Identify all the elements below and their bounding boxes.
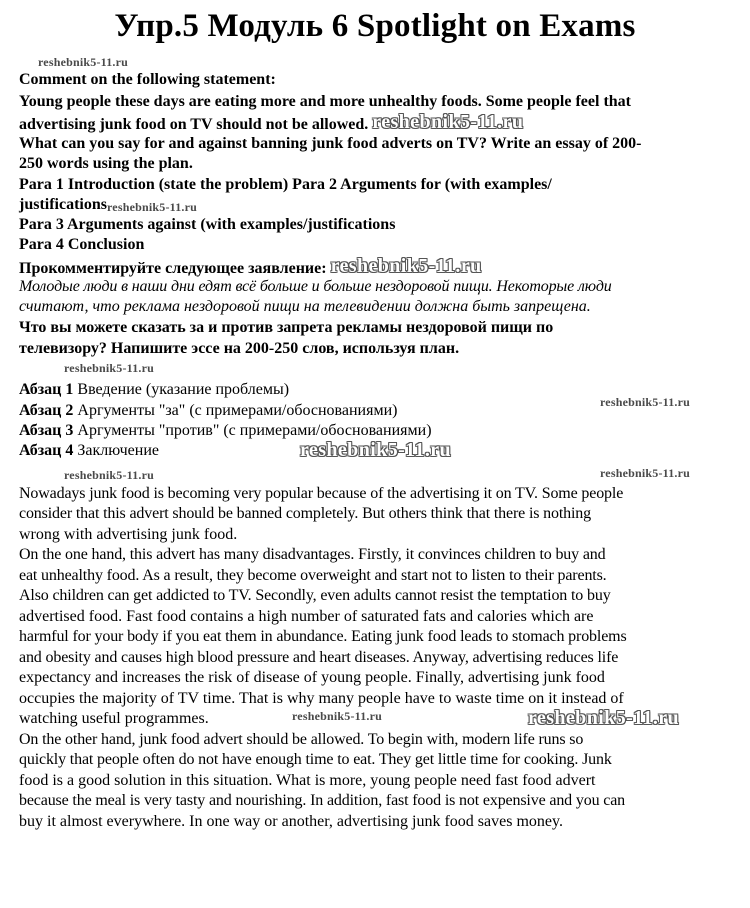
watermark: reshebnik5-11.ru bbox=[64, 361, 154, 375]
plan-en-line: Para 1 Introduction (state the problem) Para 2 Arguments for (with examples/ bbox=[19, 176, 552, 193]
watermark: reshebnik5-11.ru bbox=[300, 439, 452, 461]
essay-line: On the other hand, junk food advert should be allowed. To begin with, modern life runs so bbox=[19, 731, 584, 748]
plan-ru-label: Абзац 2 bbox=[19, 402, 74, 419]
essay-line: occupies the majority of TV time. That is why many people have to waste time on it instead of bbox=[19, 690, 624, 707]
plan-en-line bbox=[19, 195, 734, 215]
task-en-text: advertising junk food on TV should not be allowed. bbox=[19, 116, 369, 133]
watermark: reshebnik5-11.ru bbox=[107, 200, 197, 214]
plan-ru-text: Введение (указание проблемы) bbox=[73, 381, 290, 398]
essay-line: quickly that people often do not have enough time to eat. They get little time for cooking. Junk bbox=[19, 751, 612, 768]
page-title: Упр.5 Модуль 6 Spotlight on Exams bbox=[114, 8, 636, 44]
essay-line: eat unhealthy food. As a result, they become overweight and start not to listen to their parents. bbox=[19, 567, 607, 584]
watermark: reshebnik5-11.ru bbox=[330, 255, 482, 277]
plan-en-text: justifications bbox=[19, 196, 107, 213]
plan-ru-item bbox=[19, 401, 734, 421]
task-ru-text: Прокомментируйте следующее заявление: bbox=[19, 260, 327, 277]
essay-line: Nowadays junk food is becoming very popular because of the advertising it on TV. Some people bbox=[19, 485, 624, 502]
plan-ru-text: Заключение bbox=[73, 442, 159, 459]
essay-line: buy it almost everywhere. In one way or another, advertising junk food saves money. bbox=[19, 813, 563, 830]
watermark: reshebnik5-11.ru bbox=[600, 466, 690, 480]
watermark: reshebnik5-11.ru bbox=[292, 709, 382, 723]
task-ru-line: считают, что реклама нездоровой пищи на телевидении должна быть запрещена. bbox=[19, 298, 591, 315]
essay-line: Also children can get addicted to TV. Secondly, even adults cannot resist the temptation to buy bbox=[19, 587, 611, 604]
task-ru-line: Что вы можете сказать за и против запрета рекламы нездоровой пищи по bbox=[19, 319, 554, 336]
plan-ru-text: Аргументы "против" (с примерами/обоснованиями) bbox=[73, 422, 432, 439]
essay-line: watching useful programmes. bbox=[19, 710, 209, 727]
watermark: reshebnik5-11.ru bbox=[528, 707, 680, 729]
plan-ru-label: Абзац 3 bbox=[19, 422, 74, 439]
plan-ru-label: Абзац 1 bbox=[19, 381, 74, 398]
essay-line: On the one hand, this advert has many disadvantages. Firstly, it convinces children to buy and bbox=[19, 546, 606, 563]
task-ru-line: Молодые люди в наши дни едят всё больше и больше нездоровой пищи. Некоторые люди bbox=[19, 278, 612, 295]
task-en-line: What can you say for and against banning junk food adverts on TV? Write an essay of 200- bbox=[19, 135, 642, 152]
essay-line: wrong with advertising junk food. bbox=[19, 526, 238, 543]
watermark: reshebnik5-11.ru bbox=[38, 55, 128, 69]
watermark: reshebnik5-11.ru bbox=[372, 111, 524, 133]
task-ru-line: телевизору? Напишите эссе на 200-250 слов, используя план. bbox=[19, 340, 460, 357]
watermark: reshebnik5-11.ru bbox=[600, 395, 690, 409]
watermark: reshebnik5-11.ru bbox=[64, 468, 154, 482]
task-en-line: Comment on the following statement: bbox=[19, 71, 276, 88]
essay-line: harmful for your body if you eat them in abundance. Eating junk food leads to stomach problems bbox=[19, 628, 627, 645]
task-en-line bbox=[19, 113, 734, 135]
plan-en-line: Para 4 Conclusion bbox=[19, 236, 145, 253]
plan-en-line: Para 3 Arguments against (with examples/justifications bbox=[19, 216, 396, 233]
plan-ru-text: Аргументы "за" (с примерами/обоснованиями) bbox=[73, 402, 398, 419]
task-ru-line bbox=[19, 257, 734, 279]
essay-line: because the meal is very tasty and nourishing. In addition, fast food is not expensive and you can bbox=[19, 792, 626, 809]
essay-line: and obesity and causes high blood pressure and heart diseases. Anyway, advertising reduces life bbox=[19, 649, 619, 666]
task-en-line: Young people these days are eating more and more unhealthy foods. Some people feel that bbox=[19, 93, 631, 110]
essay-line: consider that this advert should be banned completely. But others think that there is nothing bbox=[19, 505, 592, 522]
essay-line: expectancy and increases the risk of disease of young people. Finally, advertising junk food bbox=[19, 669, 605, 686]
essay-line: food is a good solution in this situation. What is more, young people need fast food advert bbox=[19, 772, 596, 789]
plan-ru-label: Абзац 4 bbox=[19, 442, 74, 459]
task-en-line: 250 words using the plan. bbox=[19, 155, 193, 172]
plan-ru-item bbox=[19, 421, 734, 441]
essay-line: advertised food. Fast food contains a high number of saturated fats and calories which are bbox=[19, 608, 594, 625]
